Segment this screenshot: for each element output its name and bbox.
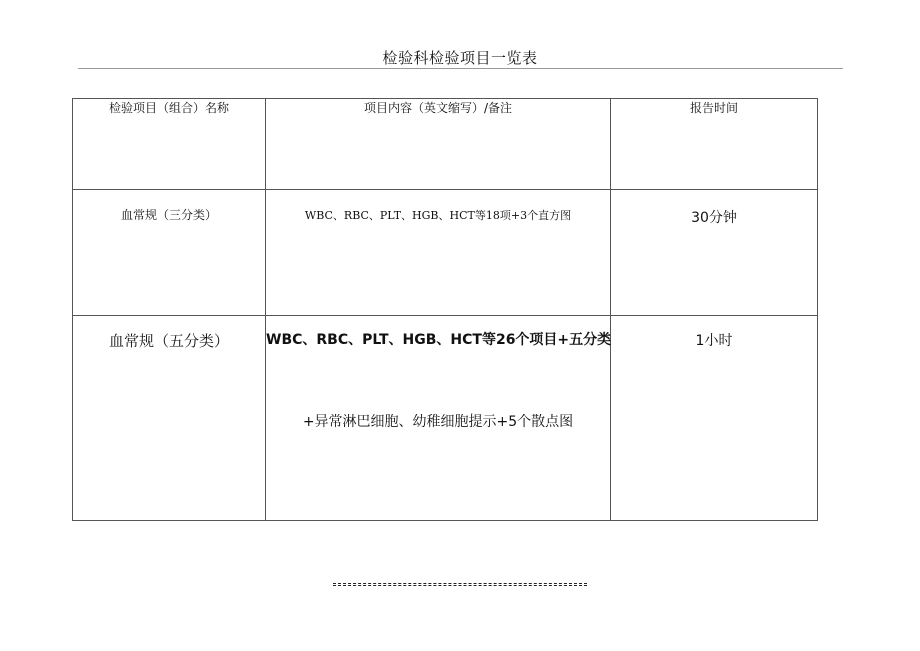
footer-dashed-separator	[333, 583, 587, 584]
content-line-1: WBC、RBC、PLT、HGB、HCT等26个项目+五分类	[266, 332, 612, 348]
cell-item-name: 血常规（五分类）	[73, 316, 266, 521]
title-underline	[78, 68, 843, 69]
table-header-row	[73, 99, 818, 190]
cell-item-content	[266, 316, 611, 521]
document-title: 检验科检验项目一览表	[382, 49, 538, 67]
cell-report-time: 30分钟	[611, 190, 818, 316]
table-row	[73, 316, 818, 521]
header-item-name: 检验项目（组合）名称	[73, 99, 266, 190]
footer-dashed-separator-double	[333, 585, 587, 586]
cell-item-name: 血常规（三分类）	[73, 190, 266, 316]
cell-report-time: 1小时	[611, 316, 818, 521]
content-line-2: +异常淋巴细胞、幼稚细胞提示+5个散点图	[302, 414, 574, 430]
header-item-content: 项目内容（英文缩写）/备注	[266, 99, 611, 190]
cell-item-content: WBC、RBC、PLT、HGB、HCT等18项+3个直方图	[266, 190, 611, 316]
table-row	[73, 190, 818, 316]
header-report-time: 报告时间	[611, 99, 818, 190]
inspection-items-table	[72, 98, 818, 521]
